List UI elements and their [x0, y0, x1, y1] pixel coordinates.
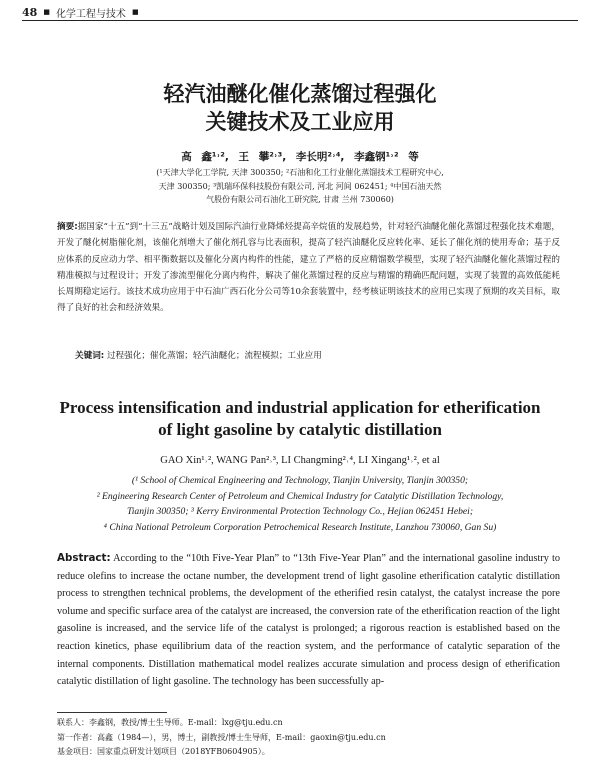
- english-authors: GAO Xin¹˒², WANG Pan²˒³, LI Changming²˒⁴, LI Xingang¹˒², et al: [160, 455, 440, 466]
- affiliation-line: (¹天津大学化工学院, 天津 300350; ²石油和化工行业催化蒸馏技术工程研究中心,: [156, 168, 444, 177]
- affiliation-line: (¹ School of Chemical Engineering and Technology, Tianjin University, Tianjin 300350;: [131, 475, 469, 486]
- chinese-title-line: 关键技术及工业应用: [205, 110, 395, 134]
- english-title-line: of light gasoline by catalytic distillation: [158, 420, 442, 439]
- abstract-label: Abstract:: [57, 552, 111, 564]
- keywords-label: 关键词:: [75, 351, 105, 361]
- english-title: [30, 397, 570, 441]
- journal-name: 化学工程与技术: [55, 8, 126, 20]
- footnote-fund: 基金项目：国家重点研发计划项目（2018YFB0604905）。: [57, 747, 270, 756]
- page-number: 48: [22, 5, 38, 19]
- chinese-affiliations: [50, 166, 550, 207]
- affiliation-line: 天津 300350; ³凯瑞环保科技股份有限公司, 河北 河间 062451; ⁴中国石油天然: [158, 181, 442, 191]
- chinese-authors: 高 鑫¹˒², 王 攀²˒³, 李长明²˒⁴, 李鑫钢¹˒² 等: [181, 151, 419, 163]
- affiliation-line: ² Engineering Research Center of Petroleum and Chemical Industry for Catalytic Distillation Technology,: [96, 490, 504, 502]
- footnote-contact: 联系人：李鑫钢，教授/博士生导师。E-mail：lxg@tju.edu.cn: [57, 718, 283, 727]
- running-header: [22, 4, 578, 20]
- chinese-abstract: [57, 219, 560, 317]
- english-affiliations: [50, 473, 550, 535]
- affiliation-line: 气股份有限公司石油化工研究院, 甘肃 兰州 730060): [206, 195, 394, 204]
- footnote-first-author: 第一作者：高鑫（1984—），男，博士，副教授/博士生导师，E-mail：gaoxin@tju.edu.cn: [57, 732, 386, 742]
- affiliation-line: Tianjin 300350; ³ Kerry Environmental Protection Technology Co., Hejian 062451 Hebei;: [126, 506, 474, 517]
- header-divider: [22, 20, 578, 21]
- footnotes: [57, 716, 570, 760]
- chinese-keywords: [75, 349, 560, 361]
- english-abstract: [57, 550, 560, 691]
- keywords-text: 过程强化；催化蒸馏；轻汽油醚化；流程模拟；工业应用: [106, 351, 322, 361]
- abstract-label: 摘要:: [57, 222, 78, 232]
- chinese-title: [0, 80, 600, 136]
- abstract-text: 据国家“十五”到“十三五”战略计划及国际汽油行业降烯烃提高辛烷值的发展趋势，针对轻汽油醚化催化蒸馏过程强化技术难题，开发了醚化树脂催化剂，该催化剂增大了催化剂孔容与比表面积，提高了轻汽油醚化反应转化率、延长了催化剂的使用寿命；基于反应体系的反应动力学、相平衡数据以及催化分离内构件的性能，建立了严格的反应精馏数学模型，实现了轻汽油醚化催化蒸馏过程的精准模拟与过程设计；开发了渗流型催化分离内构件，解决了催化蒸馏过程的反应与精馏的精确匹配问题，实现了装置的高效低能耗长周期稳定运行。该技术成功应用于中石油广西石化分公司等10余套装置中，经考核证明该技术的应用已实现了预期的攻关目标，取得了良好的社会和经济效果。: [57, 222, 561, 314]
- abstract-text: According to the “10th Five-Year Plan” to “13th Five-Year Plan” and the international gasoline industry to reduce olefins to increase the octane number, the development trend of light gasoline etherification catalytic distillation process to strengthen technical problems, the development of the etherified resin catalyst, the catalyst increase the pore volume and specific surface area of the catalyst are increased, the conversion rate of the etherification reaction of the light gasoline is increased, and the service life of the catalyst is prolonged; a rigorous reaction is established based on the reaction kinetics, phase equilibrium data of the reaction system, and the performance of catalytic separation of the internal components. Distillation mathematical model realizes accurate simulation and process design of etherification catalytic distillation of light gasoline. The technology has been successfully ap-: [57, 553, 560, 688]
- english-title-line: Process intensification and industrial application for etherification: [59, 398, 541, 417]
- square-bullet-icon: ■: [131, 8, 139, 16]
- footnote-divider: [57, 712, 167, 713]
- chinese-title-line: 轻汽油醚化催化蒸馏过程强化: [163, 82, 437, 106]
- square-bullet-icon: ■: [43, 8, 50, 16]
- affiliation-line: ⁴ China National Petroleum Corporation Petrochemical Research Institute, Lanzhou 730060, Gan Su): [103, 521, 497, 533]
